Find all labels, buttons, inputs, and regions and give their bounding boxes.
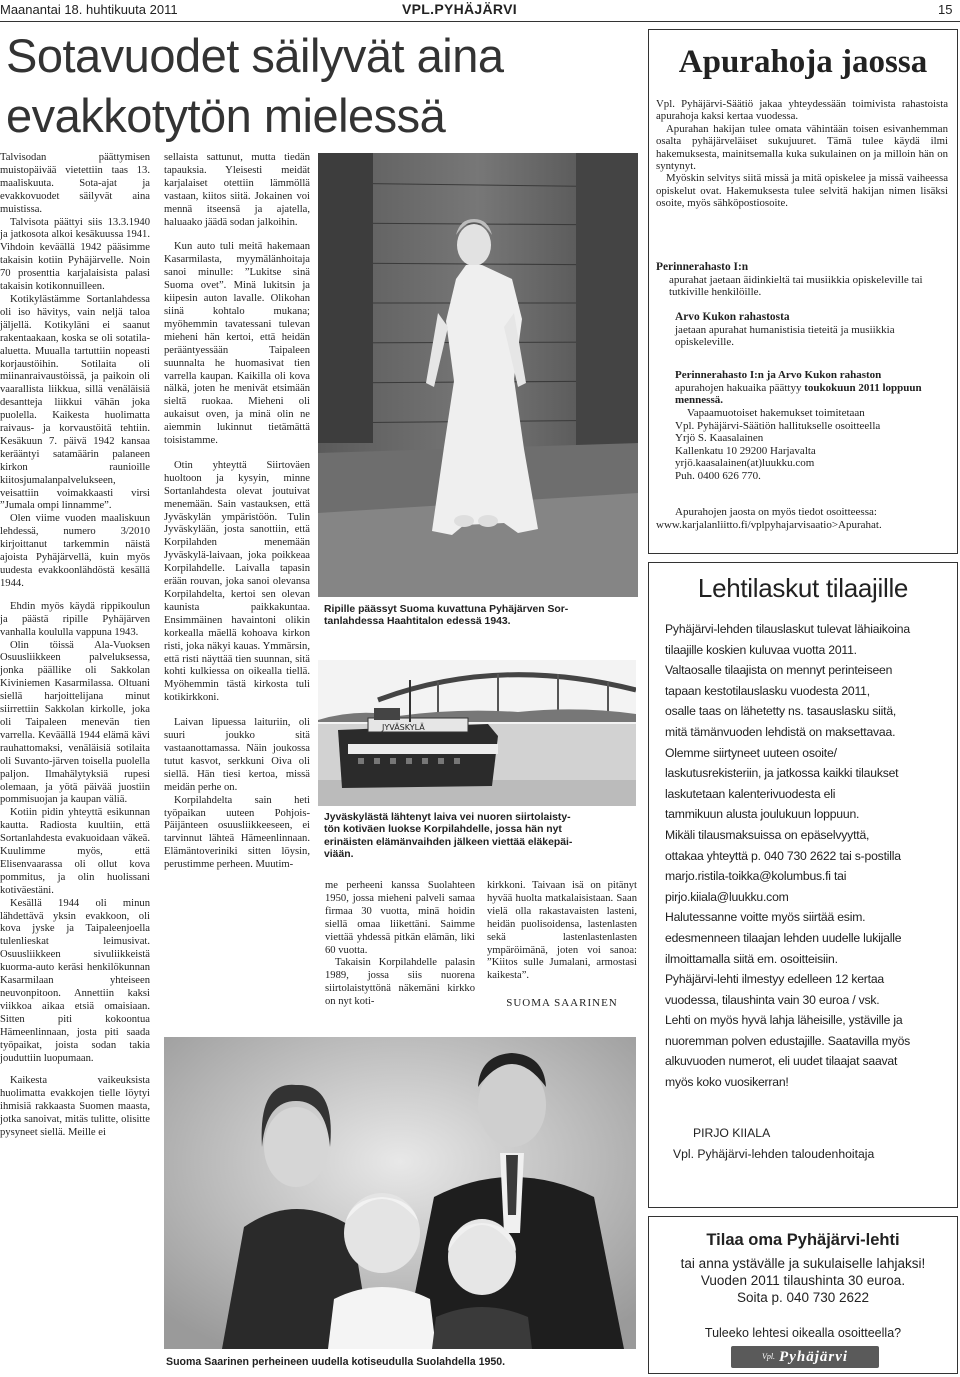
info-link[interactable]: www.karjalanliitto.fi/vplpyhajarvisaatio>Apurahat. [656, 519, 882, 531]
invoice-line: Pyhäjärvi-lehti ilmestyy edelleen 12 kertaa [665, 972, 885, 987]
fund-perinnerahasto [656, 261, 948, 299]
deadline-text [675, 382, 947, 407]
invoice-line: laskutetaan kalenterivuodesta eli [665, 786, 836, 801]
invoice-line: Halutessanne voitte myös siirtää esim. [665, 910, 866, 925]
photo-caption-family: Suoma Saarinen perheineen uudella kotiseudulla Suolahdella 1950. [166, 1356, 506, 1368]
order-line: tai anna ystävälle ja sukulaiselle lahjaksi! [680, 1256, 926, 1271]
paragraph: Kun auto tuli meitä hakemaan Kasarmilasta, myymälänhoitaja sanoi minulle: ”Lukitse sinä Suoma ovet”. Minä lukitsin ja kiipesin auton lavalle. Olikohan siinä kohtalo mukana; myöhemmin tavatessani tulevan mieheni hän kertoi, että heidän perääntyessään Taipaleen suunnalta he huomasivat tien varrella kaupan. Kaikilla oli kova nälkä, joten he menivät etsimään sieltä ruokaa. Mieheni oli aukaisut oven, ja minä olin ne aiemmin lukinnut tietämättä toisistamme. [164, 241, 310, 447]
fund-arvo-kukko [675, 311, 945, 349]
invoice-line: tammikuun alusta joulukuun loppuun. [665, 807, 860, 822]
headline-line-1: Sotavuodet säilyvät aina [6, 29, 504, 82]
deadline-label: apurahojen hakuaika päättyy [675, 381, 802, 394]
photo-girl-image [318, 153, 638, 597]
steamboat-image [318, 660, 636, 806]
family-image [164, 1037, 636, 1349]
invoice-line: myös koko vuosikerran! [665, 1075, 789, 1090]
grants-deadline [675, 369, 947, 407]
fund-text: apurahat jaetaan äidinkieltä tai musiikkia opiskeleville tai tutkiville henkilöille. [669, 273, 923, 299]
grants-address [675, 407, 947, 483]
address-line: Vpl. Pyhäjärvi-Säätiön hallitukselle osoitteella [675, 419, 881, 432]
paragraph: me perheeni kanssa Suolahteen 1950, jossa mieheni palveli samaa firmaa 30 vuotta, minä hoidin siellä omaa liikettäni. Saimme viettää yhdessä pitkän elämän, liki 60 vuotta. [325, 880, 475, 956]
invoices-title: Lehtilaskut tilaajille [697, 573, 909, 603]
paragraph: Myöskin selvitys siitä missä ja mitä opiskelee ja missä vaiheessa opiskelut ovat. Hakemuksesta tulee selvitä hakijan nimen lisäksi osoite, myös sähköpostiosoite. [656, 172, 948, 210]
invoices-text [665, 619, 955, 1093]
paragraph: Talvisodan päättymisen muistopäivää vietettiin taas 13. maaliskuuta. Sota-ajat ja evakkovuodet säilyvät aina muistissa. [0, 152, 150, 215]
photo-caption-steamboat [324, 812, 644, 862]
grants-title: Apurahoja jaossa [678, 44, 928, 80]
order-box [648, 1216, 958, 1374]
paragraph: Laivan lipuessa laituriin, oli suuri joukko sitä vastaanottamassa. Näin joukossa tutut kasvot, serkkuni Oiva oli siellä. Hän tiesi kertoa, missä meidän perhe on. [164, 717, 310, 793]
invoice-line: Pyhäjärvi-lehden tilauslaskut tulevat lähiaikoina [665, 622, 910, 636]
invoice-line: Olemme siirtyneet uuteen osoite/ [665, 745, 837, 760]
email-link[interactable]: yrjö.kaasalainen(at)luukku.com [675, 457, 815, 470]
paragraph: Ehdin myös käydä rippikoulun ja päästä ripille Pyhäjärven vanhalla koululla vappuna 1943. [0, 600, 150, 638]
article-column-3 [325, 880, 475, 1009]
fund-text: jaetaan apurahat humanistisia tieteitä ja musiikkia opiskeleville. [675, 323, 895, 349]
phone-number: Puh. 0400 626 770. [675, 469, 761, 482]
paragraph: Korpilahdelta sain heti työpaikan uuteen Pohjois-Päijänteen osuusliikkeeseen, ei tarvinnut lähteä Hämeenlinnaan. Elämäntoveriniki sitten löysin, perustimme perheen. Muutim- [164, 794, 310, 871]
invoice-line: alkuvuoden numerot, eli uudet tilaajat saavat [665, 1054, 898, 1069]
caption-line: tön kotiväen luokse Korpilahdelle, jossa hän nyt [324, 824, 562, 836]
address-line: Kallenkatu 10 29200 Harjavalta [675, 444, 816, 457]
invoice-line: ilmoittamalla siitä em. osoitteisiin. [665, 951, 838, 966]
order-text [649, 1255, 957, 1306]
photo-girl-1943 [318, 153, 638, 597]
page-number: 15 [938, 2, 953, 17]
article-author: SUOMA SAARINEN [506, 997, 618, 1010]
photo-caption-girl [324, 604, 644, 629]
photo-family-1950 [164, 1037, 636, 1349]
order-phone: Soita p. 040 730 2622 [736, 1290, 870, 1305]
signer-name: PIRJO KIIALA [693, 1126, 771, 1140]
invoice-line: tapaan kestotilauslasku vuodesta 2011, [665, 683, 870, 698]
paragraph: Olin töissä Ala-Vuoksen Osuusliikkeen palveluksessa, jonka päällike oli Sakkolan Kiviniemen Kasarmilassa. Oltuani siellä harjoittelijana minut siirrettiin Sakkolan kirkolle, joka oli Taipaleen menevän tien varrella. Keväällä 1944 elämä kävi rauhattomaksi, venäläisiä sotilaita oli Suvanto-järven toisella puolella paljon. Ilmahälytyksiä rupesi olemaan, ja yötä päivää juostiin pommisuojan ja kaupan väliä. [0, 639, 150, 806]
article-headline [6, 26, 636, 146]
invoice-line: Lehti on myös hyvä lahja läheisille, ystäville ja [665, 1013, 903, 1028]
caption-line: Ripille päässyt Suoma kuvattuna Pyhäjärven Sor- [324, 604, 569, 615]
invoice-line: laskutusrekisteriin, ja jatkossa kaikki tilaukset [665, 766, 899, 781]
issue-date: Maanantai 18. huhtikuuta 2011 [0, 2, 178, 17]
address-line: Yrjö S. Kaasalainen [675, 432, 764, 445]
invoice-line: ottakaa yhteyttä p. 040 730 2622 tai s-postilla [665, 848, 901, 863]
article-column-1 [0, 152, 150, 1374]
invoice-line: Mikäli tilausmaksuissa on epäselvyyttä, [665, 827, 870, 842]
paper-name: VPL.PYHÄJÄRVI [402, 1, 517, 17]
caption-line: tanlahdessa Haahtitalon edessä 1943. [324, 616, 511, 628]
paragraph: Otin yhteyttä Siirtoväen huoltoon ja kysyin, minne Sortanlahdesta olevat joutuivat menemään. Sain vastauksen, että Jyväskylän ympäristöön. Tulin Jyväskylään, josta sanottiin, että Korpilahden menemään Jyväskylä-laivaan, joka poikkeaa Korpilahdelle. Laivalla tapasin erään rouvan, joka sanoi olevansa Korpilahdelta, kertoi sen olevan kaunista paikkakuntaa. Ensimmäinen havaintoni olikin korkealla mäellä kohoava kirkon risti, joka näkyi kauas. Ymmärsin, että risti näyttää tien suunnan, sitä kohti kulkiessa on oikealla tiellä. Myöhemmin tästä kirkosta tuli kotikirkkoni. [164, 459, 310, 704]
invoice-line: tilaajille koskien kuluvaa vuotta 2011. [665, 642, 857, 657]
invoice-line: Valtaosalle tilaajista on mennyt perinteiseen [665, 663, 893, 678]
paragraph: kirkkoni. Taivaan isä on pitänyt hyvää huolta matkalaisistaan. Saan vielä olla rakastavaisten lasteni, heidän puolisoidensa, lastenlasten sekä lastenlastenlasten ympäröimänä, joten voi sanoa: ”Kiitos sulle Jumalani, armostasi kaikesta”. [487, 880, 637, 982]
boat-name-label: JYVÄSKYLÄ [382, 723, 425, 732]
paragraph: Takaisin Korpilahdelle palasin 1989, jossa siis nuorena siirtolaistyttönä näkemäni kirkko on nyt koti- [325, 957, 475, 1008]
logo-text: Pyhäjärvi [779, 1349, 849, 1365]
invoice-line: vuodessa, tilaushinta vain 30 euroa / vsk. [665, 992, 880, 1007]
signer-role: Vpl. Pyhäjärvi-lehden taloudenhoitaja [673, 1147, 875, 1161]
caption-line: viään. [324, 849, 354, 861]
paragraph: Kesällä 1944 oli minun lähdettävä yksin evakkoon, oli kova jyske ja Taipaleenjoella tulenlieskat leimusivat. Osuusliikkeen sivuliikkeistä kuorma-auto keräsi henkilökunnan Kasarmilaan yhteiseen neuvonpitoon. Annettiin kaksi viikkoa aikaa etsiä omaisiaan. Sitten piti kokoontua Hämeenlinnaan, josta piti saada työpaikat, joista sodan takia jouduttiin luopumaan. [0, 897, 150, 1064]
order-title: Tilaa oma Pyhäjärvi-lehti [706, 1231, 900, 1249]
invoice-line: osalle taas on lähetetty ns. tasauslasku siitä, [665, 704, 897, 719]
logo-prefix: Vpl. [761, 1352, 776, 1361]
invoice-line: edesmenneen tilaajan lehden uudelle lukijalle [665, 930, 902, 945]
grants-info [656, 506, 952, 532]
deadline-heading: Perinnerahasto I:n ja Arvo Kukon rahaston [675, 369, 882, 381]
paragraph: Apurahan hakijan tulee omata vähintään toisen esivanhemman osalta pyhäjärveläiset sukujuuret. Tämä tulee käydä ilmi hakemuksesta, mainitsemalla kuka sukulainen on ja milloin hän on syntynyt. [656, 122, 948, 173]
address-line: Vapaamuotoiset hakemukset toimitetaan [687, 407, 865, 419]
pyhajarvi-logo [731, 1346, 879, 1368]
headline-line-2: evakkotytön mielessä [6, 89, 446, 142]
invoice-line: mitä tämänvuoden lehdistä on maksettavaa. [665, 724, 896, 739]
fund-title: Perinnerahasto I:n [656, 261, 749, 273]
article-column-4 [487, 880, 637, 1010]
invoice-line: nuoremman polven edustajille. Saatavilla myös [665, 1033, 911, 1048]
grants-intro [656, 98, 948, 210]
fund-title: Arvo Kukon rahastosta [675, 311, 790, 323]
invoices-box [648, 562, 958, 1208]
email-link[interactable]: pirjo.kiiala@luukku.com [665, 889, 789, 904]
grants-box [648, 29, 958, 554]
deadline-date: toukokuun 2011 loppuun mennessä. [675, 381, 922, 407]
paragraph: Kotiin pidin yhteyttä esikunnan kautta. Radiosta kuultiin, että Sortanlahdesta evakuoidaan väkeä. Kuulimme myös, että Elisenvaarassa oli ollut kova pommitus, ja olin huolissani kotiväestäni. [0, 807, 150, 896]
invoices-signature [673, 1123, 953, 1165]
paragraph: Olen viime vuoden maaliskuun lehdessä, numero 3/2010 kirjoittanut tarkemmin näistä ajoista Pyhäjärvellä, kuin myös uudesta evakkoonlähdöstä kesällä 1944. [0, 513, 150, 589]
caption-line: Jyväskylästä lähtenyt laiva vei nuoren siirtolaisty- [324, 812, 571, 823]
address-check-text: Tuleeko lehtesi oikealla osoitteella? [704, 1326, 902, 1340]
paragraph: Kotikylästämme Sortanlahdessa oli iso hävitys, vain neljä taloa jäljellä. Kotikyläni ei saanut rakentaakaan, koska se oli sotatila-aluetta. Muualla tartuttiin nopeasti korjaustöihin. Sotilaita oli miinanraivaustöissä, ja paikoin oli vaarallista liikkua, sillä venäläisiä desantteja liikkui vähän joka puolella. Kaikesta huolimatta raivaus- ja korvaustöitä tehtiin. Kesäkuun 7. päivä 1942 kansaa kerääntyi satamäärin palaneen kirkon raunioille kiitosjumalanpalvelukseen, veisattiin voimakkaasti virsi ”Jumala ompi linnamme”. [0, 293, 150, 512]
photo-steamboat [318, 660, 636, 806]
paragraph: Vpl. Pyhäjärvi-Säätiö jakaa yhteydessään toimivista rahastoista apurahoja kaksi kertaa vuodessa. [656, 98, 948, 123]
order-line: Vuoden 2011 tilaushinta 30 euroa. [700, 1273, 906, 1288]
email-link[interactable]: marjo.ristila-toikka@kolumbus.fi tai [665, 869, 847, 884]
paragraph: Talvisota päättyi siis 13.3.1940 ja jatkosota alkoi kesäkuussa 1941. Vihdoin keväällä 1942 pääsimme takaisin kotiin Pyhäjärvelle. Noin 70 prosenttia karjalaisista palasi takaisin kotikonnuilleen. [0, 216, 150, 293]
paragraph: Kaikesta vaikeuksista huolimatta evakkojen tielle löytyi ihmisiä rakkaasta Suomen maasta, jotka sanoivat, mitäs tulitte, olisitte pysyneet siellä. Meille ei [0, 1075, 150, 1139]
paragraph: sellaista sattunut, mutta tiedän tapauksia. Yleisesti meidät karjalaiset otettiin lämmöllä vastaan, kiitos siitä. Jokainen voi mennä itseensä ja ajatella, haluaako jäädä sodan jalkoihin. [164, 152, 310, 228]
page-header [0, 0, 960, 22]
info-line: Apurahojen jaosta on myös tiedot osoitteessa: [675, 506, 877, 518]
caption-line: erinäisten elämänvaihden jälkeen viettää eläkepäi- [324, 836, 573, 848]
